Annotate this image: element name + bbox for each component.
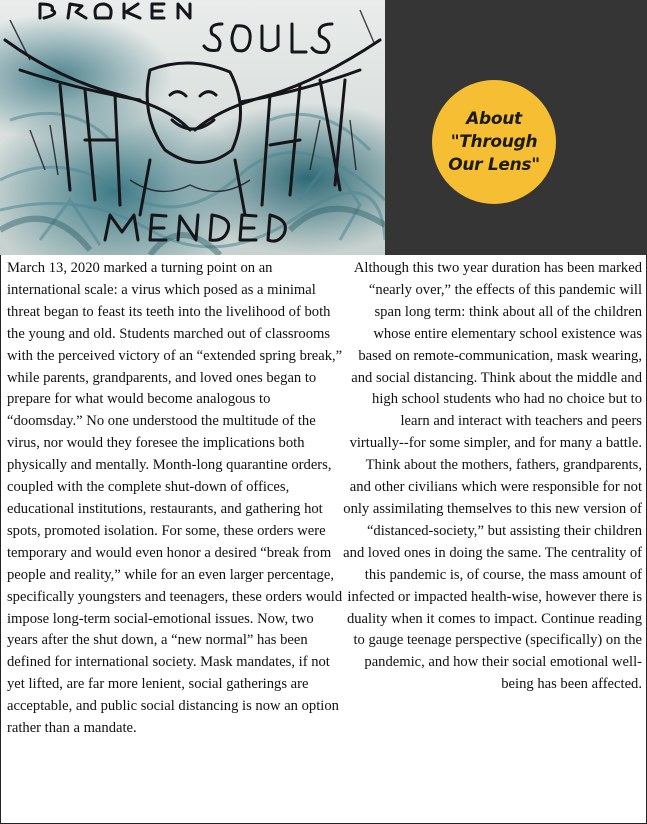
article-left-column: March 13, 2020 marked a turning point on an international scale: a virus which posed as a minimal threat began to feast its teeth into the livelihood of both the young and old. Students marched out of classrooms with the perceived victory of an “extended spring break,” while parents, grandparents, and loved ones began to prepare for what would become analogous to “doomsday.” No one understood the multitude of the virus, nor would they foresee the implications both physically and mentally. Month-long quarantine orders, coupled with the complete shut-down of offices, educational institutions, restaurants, and gathering hot spots, promoted isolation. For some, these orders were temporary and would even honor a desired “break from people and reality,” while for an even larger percentage, specifically youngsters and teenagers, these orders would impose long-term social-emotional issues. Now, two years after the shut down, a “new normal” has been defined for international society. Mask mandates, if not yet lifted, are far more lenient, social gatherings are acceptable, and public social distancing is now an option rather than a mandate. <box>7 260 343 737</box>
about-badge <box>432 80 556 204</box>
badge-title: About "Through Our Lens" <box>448 108 540 175</box>
article-right-column: Although this two year duration has been marked “nearly over,” the effects of this pandemic will span long term: think about all of the children whose entire elementary school existence was based on remote-communication, mask wearing, and social distancing. Think about the middle and high school students who had no choice but to learn and interact with teachers and peers virtually--for some simpler, and for many a battle. Think about the mothers, fathers, grandparents, and other civilians which were responsible for not only assimilating themselves to this new version of “distanced-society,” but assisting their children and loved ones in doing the same. The centrality of this pandemic is, of course, the mass amount of infected or impacted health-wise, however there is duality when it comes to impact. Continue reading to gauge teenage perspective (specifically) on the pandemic, and how their social emotional well-being has been affected. <box>343 260 642 693</box>
broken-souls-mended-artwork-icon <box>0 0 385 255</box>
artwork-drawing <box>0 0 385 255</box>
